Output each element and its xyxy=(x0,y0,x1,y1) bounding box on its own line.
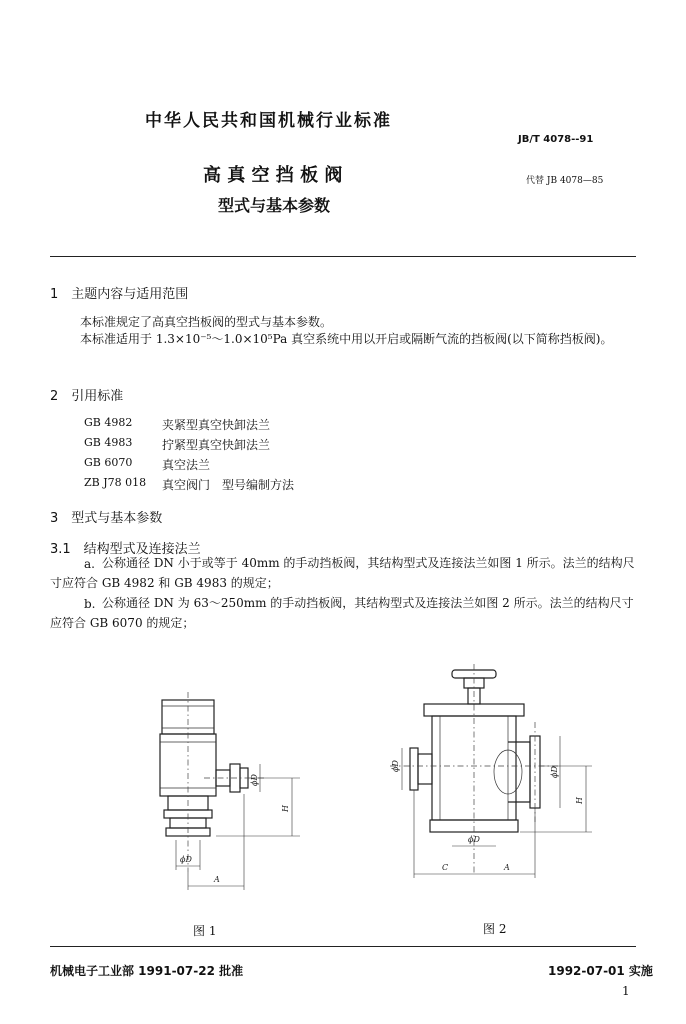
reference-code: GB 4983 xyxy=(84,436,133,449)
footer-divider xyxy=(50,946,636,947)
fig1-height-label: H xyxy=(281,805,290,812)
section-3-heading: 3 型式与基本参数 xyxy=(50,511,163,526)
section-1-paragraph-1: 本标准规定了高真空挡板阀的型式与基本参数。 xyxy=(80,315,333,329)
figure-2-caption: 图 2 xyxy=(483,922,507,936)
section-1-heading: 1 主题内容与适用范围 xyxy=(50,287,189,302)
item-a-label: a. xyxy=(84,557,95,571)
reference-name: 真空阀门 型号编制方法 xyxy=(162,478,295,492)
approval-date: 机械电子工业部 1991-07-22 批准 xyxy=(50,964,244,978)
document-title: 高 真 空 挡 板 阀 xyxy=(203,165,343,186)
fig2-bottom-diameter-label: ϕD xyxy=(468,835,480,844)
fig2-right-diameter-label: ϕD xyxy=(550,766,559,778)
implementation-date: 1992-07-01 实施 xyxy=(548,964,653,978)
fig2-a-label: A xyxy=(504,863,510,872)
item-b-text: 公称通径 DN 为 63～250mm 的手动挡板阀，其结构型式及连接法兰如图 2 所示。法兰的结构尺寸应符合 GB 6070 的规定； xyxy=(50,596,634,630)
fig1-length-label: A xyxy=(214,875,220,884)
figure-1-valve-drawing xyxy=(140,690,310,905)
section-1-paragraph-2: 本标准适用于 1.3×10⁻⁵～1.0×10⁵Pa 真空系统中用以开启或隔断气流的挡板阀(以下简称挡板阀)。 xyxy=(80,332,613,346)
document-subtitle: 型式与基本参数 xyxy=(218,196,331,215)
reference-name: 夹紧型真空快卸法兰 xyxy=(162,418,271,432)
replaces-standard: 代替 JB 4078—85 xyxy=(526,176,604,186)
fig2-height-label: H xyxy=(575,797,584,804)
reference-code: ZB J78 018 xyxy=(84,476,147,489)
reference-name: 真空法兰 xyxy=(162,458,211,472)
fig1-side-diameter-label: ϕD xyxy=(250,774,259,786)
figure-2-valve-drawing xyxy=(380,662,620,884)
header-divider xyxy=(50,256,636,257)
item-a-text: 公称通径 DN 小于或等于 40mm 的手动挡板阀，其结构型式及连接法兰如图 1 所示。法兰的结构尺寸应符合 GB 4982 和 GB 4983 的规定； xyxy=(50,556,635,590)
issuing-body-title: 中华人民共和国机械行业标准 xyxy=(145,111,392,131)
standard-number: JB/T 4078--91 xyxy=(518,134,594,145)
section-2-heading: 2 引用标准 xyxy=(50,389,124,404)
reference-code: GB 6070 xyxy=(84,456,133,469)
fig2-left-diameter-label: ϕD xyxy=(391,760,400,772)
figure-1-caption: 图 1 xyxy=(193,924,217,938)
reference-name: 拧紧型真空快卸法兰 xyxy=(162,438,271,452)
reference-code: GB 4982 xyxy=(84,416,133,429)
section-3-1-heading: 3.1 结构型式及连接法兰 xyxy=(50,542,201,557)
fig2-c-label: C xyxy=(442,863,449,872)
page-number: 1 xyxy=(622,984,630,998)
fig1-bottom-diameter-label: ϕD xyxy=(180,855,192,864)
item-b-label: b. xyxy=(84,597,96,611)
